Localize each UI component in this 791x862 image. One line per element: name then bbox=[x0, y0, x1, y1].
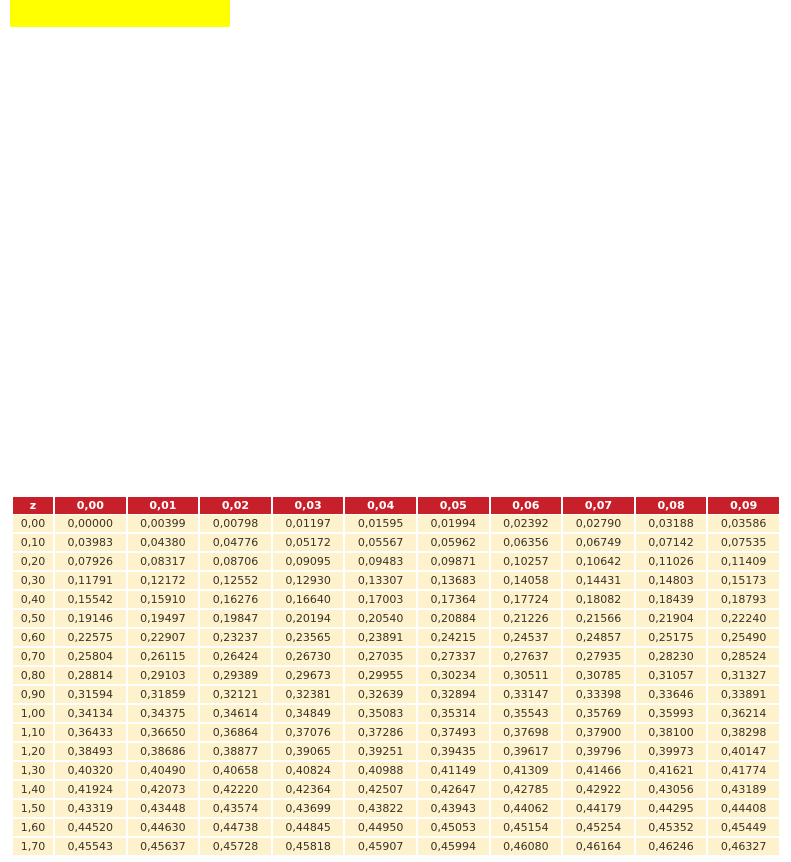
yellow-highlight-bar bbox=[10, 0, 230, 27]
probability-cell: 0,38686 bbox=[128, 743, 199, 761]
z-value-cell: 0,70 bbox=[13, 648, 53, 666]
probability-cell: 0,42785 bbox=[491, 781, 562, 799]
probability-cell: 0,17364 bbox=[418, 591, 489, 609]
header-cell-0-07: 0,07 bbox=[563, 497, 634, 514]
probability-cell: 0,44630 bbox=[128, 819, 199, 837]
probability-cell: 0,33147 bbox=[491, 686, 562, 704]
probability-cell: 0,38493 bbox=[55, 743, 126, 761]
probability-cell: 0,27035 bbox=[345, 648, 416, 666]
probability-cell: 0,46164 bbox=[563, 838, 634, 856]
probability-cell: 0,25490 bbox=[708, 629, 779, 647]
probability-cell: 0,33891 bbox=[708, 686, 779, 704]
probability-cell: 0,25804 bbox=[55, 648, 126, 666]
z-value-cell: 0,60 bbox=[13, 629, 53, 647]
probability-cell: 0,18439 bbox=[636, 591, 707, 609]
probability-cell: 0,27935 bbox=[563, 648, 634, 666]
probability-cell: 0,08317 bbox=[128, 553, 199, 571]
probability-cell: 0,44408 bbox=[708, 800, 779, 818]
z-value-cell: 0,40 bbox=[13, 591, 53, 609]
probability-cell: 0,03586 bbox=[708, 515, 779, 533]
probability-cell: 0,12172 bbox=[128, 572, 199, 590]
probability-cell: 0,01197 bbox=[273, 515, 344, 533]
z-value-cell: 1,40 bbox=[13, 781, 53, 799]
probability-cell: 0,40988 bbox=[345, 762, 416, 780]
header-cell-0-01: 0,01 bbox=[128, 497, 199, 514]
probability-cell: 0,46080 bbox=[491, 838, 562, 856]
probability-cell: 0,05962 bbox=[418, 534, 489, 552]
table-row bbox=[13, 781, 779, 799]
probability-cell: 0,09871 bbox=[418, 553, 489, 571]
probability-cell: 0,42364 bbox=[273, 781, 344, 799]
probability-cell: 0,38100 bbox=[636, 724, 707, 742]
probability-cell: 0,14803 bbox=[636, 572, 707, 590]
probability-cell: 0,37076 bbox=[273, 724, 344, 742]
table-row bbox=[13, 686, 779, 704]
probability-cell: 0,02392 bbox=[491, 515, 562, 533]
probability-cell: 0,21226 bbox=[491, 610, 562, 628]
probability-cell: 0,44845 bbox=[273, 819, 344, 837]
probability-cell: 0,24857 bbox=[563, 629, 634, 647]
probability-cell: 0,35083 bbox=[345, 705, 416, 723]
header-cell-0-03: 0,03 bbox=[273, 497, 344, 514]
probability-cell: 0,11026 bbox=[636, 553, 707, 571]
table-row bbox=[13, 800, 779, 818]
probability-cell: 0,33646 bbox=[636, 686, 707, 704]
probability-cell: 0,42647 bbox=[418, 781, 489, 799]
probability-cell: 0,07926 bbox=[55, 553, 126, 571]
probability-cell: 0,09483 bbox=[345, 553, 416, 571]
z-value-cell: 0,50 bbox=[13, 610, 53, 628]
table-row bbox=[13, 629, 779, 647]
probability-cell: 0,43699 bbox=[273, 800, 344, 818]
probability-cell: 0,20884 bbox=[418, 610, 489, 628]
probability-cell: 0,41149 bbox=[418, 762, 489, 780]
probability-cell: 0,09095 bbox=[273, 553, 344, 571]
probability-cell: 0,45728 bbox=[200, 838, 271, 856]
probability-cell: 0,39435 bbox=[418, 743, 489, 761]
probability-cell: 0,46246 bbox=[636, 838, 707, 856]
probability-cell: 0,42922 bbox=[563, 781, 634, 799]
probability-cell: 0,41774 bbox=[708, 762, 779, 780]
z-value-cell: 1,10 bbox=[13, 724, 53, 742]
probability-cell: 0,42073 bbox=[128, 781, 199, 799]
header-cell-0-05: 0,05 bbox=[418, 497, 489, 514]
table-row bbox=[13, 572, 779, 590]
table-row bbox=[13, 724, 779, 742]
probability-cell: 0,10642 bbox=[563, 553, 634, 571]
probability-cell: 0,36650 bbox=[128, 724, 199, 742]
probability-cell: 0,12930 bbox=[273, 572, 344, 590]
probability-cell: 0,19146 bbox=[55, 610, 126, 628]
probability-cell: 0,31594 bbox=[55, 686, 126, 704]
probability-cell: 0,16276 bbox=[200, 591, 271, 609]
table-row bbox=[13, 762, 779, 780]
z-value-cell: 1,00 bbox=[13, 705, 53, 723]
probability-cell: 0,11791 bbox=[55, 572, 126, 590]
probability-cell: 0,04776 bbox=[200, 534, 271, 552]
probability-cell: 0,32121 bbox=[200, 686, 271, 704]
probability-cell: 0,24537 bbox=[491, 629, 562, 647]
probability-cell: 0,28814 bbox=[55, 667, 126, 685]
probability-cell: 0,46327 bbox=[708, 838, 779, 856]
probability-cell: 0,04380 bbox=[128, 534, 199, 552]
probability-cell: 0,32639 bbox=[345, 686, 416, 704]
probability-cell: 0,39065 bbox=[273, 743, 344, 761]
probability-cell: 0,30511 bbox=[491, 667, 562, 685]
probability-cell: 0,32381 bbox=[273, 686, 344, 704]
probability-cell: 0,44738 bbox=[200, 819, 271, 837]
probability-cell: 0,00000 bbox=[55, 515, 126, 533]
probability-cell: 0,41621 bbox=[636, 762, 707, 780]
probability-cell: 0,45907 bbox=[345, 838, 416, 856]
probability-cell: 0,44179 bbox=[563, 800, 634, 818]
probability-cell: 0,35543 bbox=[491, 705, 562, 723]
probability-cell: 0,43822 bbox=[345, 800, 416, 818]
probability-cell: 0,29955 bbox=[345, 667, 416, 685]
probability-cell: 0,10257 bbox=[491, 553, 562, 571]
probability-cell: 0,36864 bbox=[200, 724, 271, 742]
probability-cell: 0,24215 bbox=[418, 629, 489, 647]
probability-cell: 0,25175 bbox=[636, 629, 707, 647]
probability-cell: 0,45637 bbox=[128, 838, 199, 856]
probability-cell: 0,01994 bbox=[418, 515, 489, 533]
probability-cell: 0,40320 bbox=[55, 762, 126, 780]
probability-cell: 0,30785 bbox=[563, 667, 634, 685]
probability-cell: 0,34614 bbox=[200, 705, 271, 723]
probability-cell: 0,07535 bbox=[708, 534, 779, 552]
probability-cell: 0,44062 bbox=[491, 800, 562, 818]
probability-cell: 0,45352 bbox=[636, 819, 707, 837]
header-cell-z: z bbox=[13, 497, 53, 514]
z-value-cell: 1,60 bbox=[13, 819, 53, 837]
z-value-cell: 0,30 bbox=[13, 572, 53, 590]
probability-cell: 0,26115 bbox=[128, 648, 199, 666]
probability-cell: 0,35993 bbox=[636, 705, 707, 723]
probability-cell: 0,40824 bbox=[273, 762, 344, 780]
probability-cell: 0,40658 bbox=[200, 762, 271, 780]
probability-cell: 0,07142 bbox=[636, 534, 707, 552]
probability-cell: 0,19847 bbox=[200, 610, 271, 628]
z-value-cell: 1,30 bbox=[13, 762, 53, 780]
z-table bbox=[11, 496, 781, 857]
probability-cell: 0,00399 bbox=[128, 515, 199, 533]
probability-cell: 0,42220 bbox=[200, 781, 271, 799]
probability-cell: 0,39796 bbox=[563, 743, 634, 761]
probability-cell: 0,17003 bbox=[345, 591, 416, 609]
table-row bbox=[13, 591, 779, 609]
header-cell-0-06: 0,06 bbox=[491, 497, 562, 514]
probability-cell: 0,11409 bbox=[708, 553, 779, 571]
probability-cell: 0,31859 bbox=[128, 686, 199, 704]
z-value-cell: 1,50 bbox=[13, 800, 53, 818]
probability-cell: 0,30234 bbox=[418, 667, 489, 685]
probability-cell: 0,20540 bbox=[345, 610, 416, 628]
z-value-cell: 1,70 bbox=[13, 838, 53, 856]
header-cell-0-09: 0,09 bbox=[708, 497, 779, 514]
table-row bbox=[13, 743, 779, 761]
probability-cell: 0,03983 bbox=[55, 534, 126, 552]
z-value-cell: 1,20 bbox=[13, 743, 53, 761]
probability-cell: 0,23237 bbox=[200, 629, 271, 647]
probability-cell: 0,33398 bbox=[563, 686, 634, 704]
probability-cell: 0,19497 bbox=[128, 610, 199, 628]
probability-cell: 0,18082 bbox=[563, 591, 634, 609]
probability-cell: 0,22907 bbox=[128, 629, 199, 647]
z-table-header-row bbox=[13, 497, 779, 514]
probability-cell: 0,44295 bbox=[636, 800, 707, 818]
probability-cell: 0,27637 bbox=[491, 648, 562, 666]
probability-cell: 0,38877 bbox=[200, 743, 271, 761]
table-row bbox=[13, 515, 779, 533]
header-cell-0-00: 0,00 bbox=[55, 497, 126, 514]
probability-cell: 0,42507 bbox=[345, 781, 416, 799]
probability-cell: 0,40147 bbox=[708, 743, 779, 761]
probability-cell: 0,31327 bbox=[708, 667, 779, 685]
probability-cell: 0,41466 bbox=[563, 762, 634, 780]
probability-cell: 0,03188 bbox=[636, 515, 707, 533]
probability-cell: 0,37286 bbox=[345, 724, 416, 742]
probability-cell: 0,06356 bbox=[491, 534, 562, 552]
probability-cell: 0,44950 bbox=[345, 819, 416, 837]
probability-cell: 0,22575 bbox=[55, 629, 126, 647]
table-row bbox=[13, 610, 779, 628]
probability-cell: 0,13683 bbox=[418, 572, 489, 590]
probability-cell: 0,43448 bbox=[128, 800, 199, 818]
probability-cell: 0,37900 bbox=[563, 724, 634, 742]
probability-cell: 0,37698 bbox=[491, 724, 562, 742]
z-value-cell: 0,10 bbox=[13, 534, 53, 552]
probability-cell: 0,12552 bbox=[200, 572, 271, 590]
probability-cell: 0,05172 bbox=[273, 534, 344, 552]
probability-cell: 0,43056 bbox=[636, 781, 707, 799]
probability-cell: 0,37493 bbox=[418, 724, 489, 742]
probability-cell: 0,45994 bbox=[418, 838, 489, 856]
probability-cell: 0,45818 bbox=[273, 838, 344, 856]
probability-cell: 0,29673 bbox=[273, 667, 344, 685]
probability-cell: 0,28524 bbox=[708, 648, 779, 666]
probability-cell: 0,39973 bbox=[636, 743, 707, 761]
probability-cell: 0,08706 bbox=[200, 553, 271, 571]
probability-cell: 0,36433 bbox=[55, 724, 126, 742]
probability-cell: 0,44520 bbox=[55, 819, 126, 837]
table-row bbox=[13, 838, 779, 856]
probability-cell: 0,34375 bbox=[128, 705, 199, 723]
probability-cell: 0,35314 bbox=[418, 705, 489, 723]
probability-cell: 0,45053 bbox=[418, 819, 489, 837]
table-row bbox=[13, 705, 779, 723]
probability-cell: 0,22240 bbox=[708, 610, 779, 628]
probability-cell: 0,05567 bbox=[345, 534, 416, 552]
probability-cell: 0,43943 bbox=[418, 800, 489, 818]
probability-cell: 0,36214 bbox=[708, 705, 779, 723]
z-value-cell: 0,90 bbox=[13, 686, 53, 704]
z-table-body bbox=[13, 515, 779, 856]
probability-cell: 0,26730 bbox=[273, 648, 344, 666]
probability-cell: 0,28230 bbox=[636, 648, 707, 666]
probability-cell: 0,29103 bbox=[128, 667, 199, 685]
table-row bbox=[13, 648, 779, 666]
table-row bbox=[13, 534, 779, 552]
probability-cell: 0,39617 bbox=[491, 743, 562, 761]
probability-cell: 0,06749 bbox=[563, 534, 634, 552]
probability-cell: 0,43574 bbox=[200, 800, 271, 818]
probability-cell: 0,15173 bbox=[708, 572, 779, 590]
probability-cell: 0,34849 bbox=[273, 705, 344, 723]
probability-cell: 0,18793 bbox=[708, 591, 779, 609]
probability-cell: 0,00798 bbox=[200, 515, 271, 533]
table-row bbox=[13, 819, 779, 837]
probability-cell: 0,20194 bbox=[273, 610, 344, 628]
header-cell-0-02: 0,02 bbox=[200, 497, 271, 514]
probability-cell: 0,13307 bbox=[345, 572, 416, 590]
z-value-cell: 0,20 bbox=[13, 553, 53, 571]
probability-cell: 0,34134 bbox=[55, 705, 126, 723]
probability-cell: 0,32894 bbox=[418, 686, 489, 704]
probability-cell: 0,41924 bbox=[55, 781, 126, 799]
probability-cell: 0,35769 bbox=[563, 705, 634, 723]
probability-cell: 0,21904 bbox=[636, 610, 707, 628]
z-value-cell: 0,00 bbox=[13, 515, 53, 533]
probability-cell: 0,14058 bbox=[491, 572, 562, 590]
probability-cell: 0,27337 bbox=[418, 648, 489, 666]
probability-cell: 0,38298 bbox=[708, 724, 779, 742]
probability-cell: 0,01595 bbox=[345, 515, 416, 533]
probability-cell: 0,02790 bbox=[563, 515, 634, 533]
probability-cell: 0,21566 bbox=[563, 610, 634, 628]
table-row bbox=[13, 553, 779, 571]
probability-cell: 0,15542 bbox=[55, 591, 126, 609]
probability-cell: 0,45254 bbox=[563, 819, 634, 837]
probability-cell: 0,23891 bbox=[345, 629, 416, 647]
probability-cell: 0,45449 bbox=[708, 819, 779, 837]
probability-cell: 0,17724 bbox=[491, 591, 562, 609]
probability-cell: 0,39251 bbox=[345, 743, 416, 761]
table-row bbox=[13, 667, 779, 685]
header-cell-0-08: 0,08 bbox=[636, 497, 707, 514]
z-value-cell: 0,80 bbox=[13, 667, 53, 685]
probability-cell: 0,26424 bbox=[200, 648, 271, 666]
probability-cell: 0,15910 bbox=[128, 591, 199, 609]
probability-cell: 0,41309 bbox=[491, 762, 562, 780]
probability-cell: 0,43319 bbox=[55, 800, 126, 818]
probability-cell: 0,23565 bbox=[273, 629, 344, 647]
probability-cell: 0,43189 bbox=[708, 781, 779, 799]
probability-cell: 0,40490 bbox=[128, 762, 199, 780]
probability-cell: 0,14431 bbox=[563, 572, 634, 590]
probability-cell: 0,16640 bbox=[273, 591, 344, 609]
probability-cell: 0,31057 bbox=[636, 667, 707, 685]
probability-cell: 0,45543 bbox=[55, 838, 126, 856]
probability-cell: 0,45154 bbox=[491, 819, 562, 837]
probability-cell: 0,29389 bbox=[200, 667, 271, 685]
header-cell-0-04: 0,04 bbox=[345, 497, 416, 514]
